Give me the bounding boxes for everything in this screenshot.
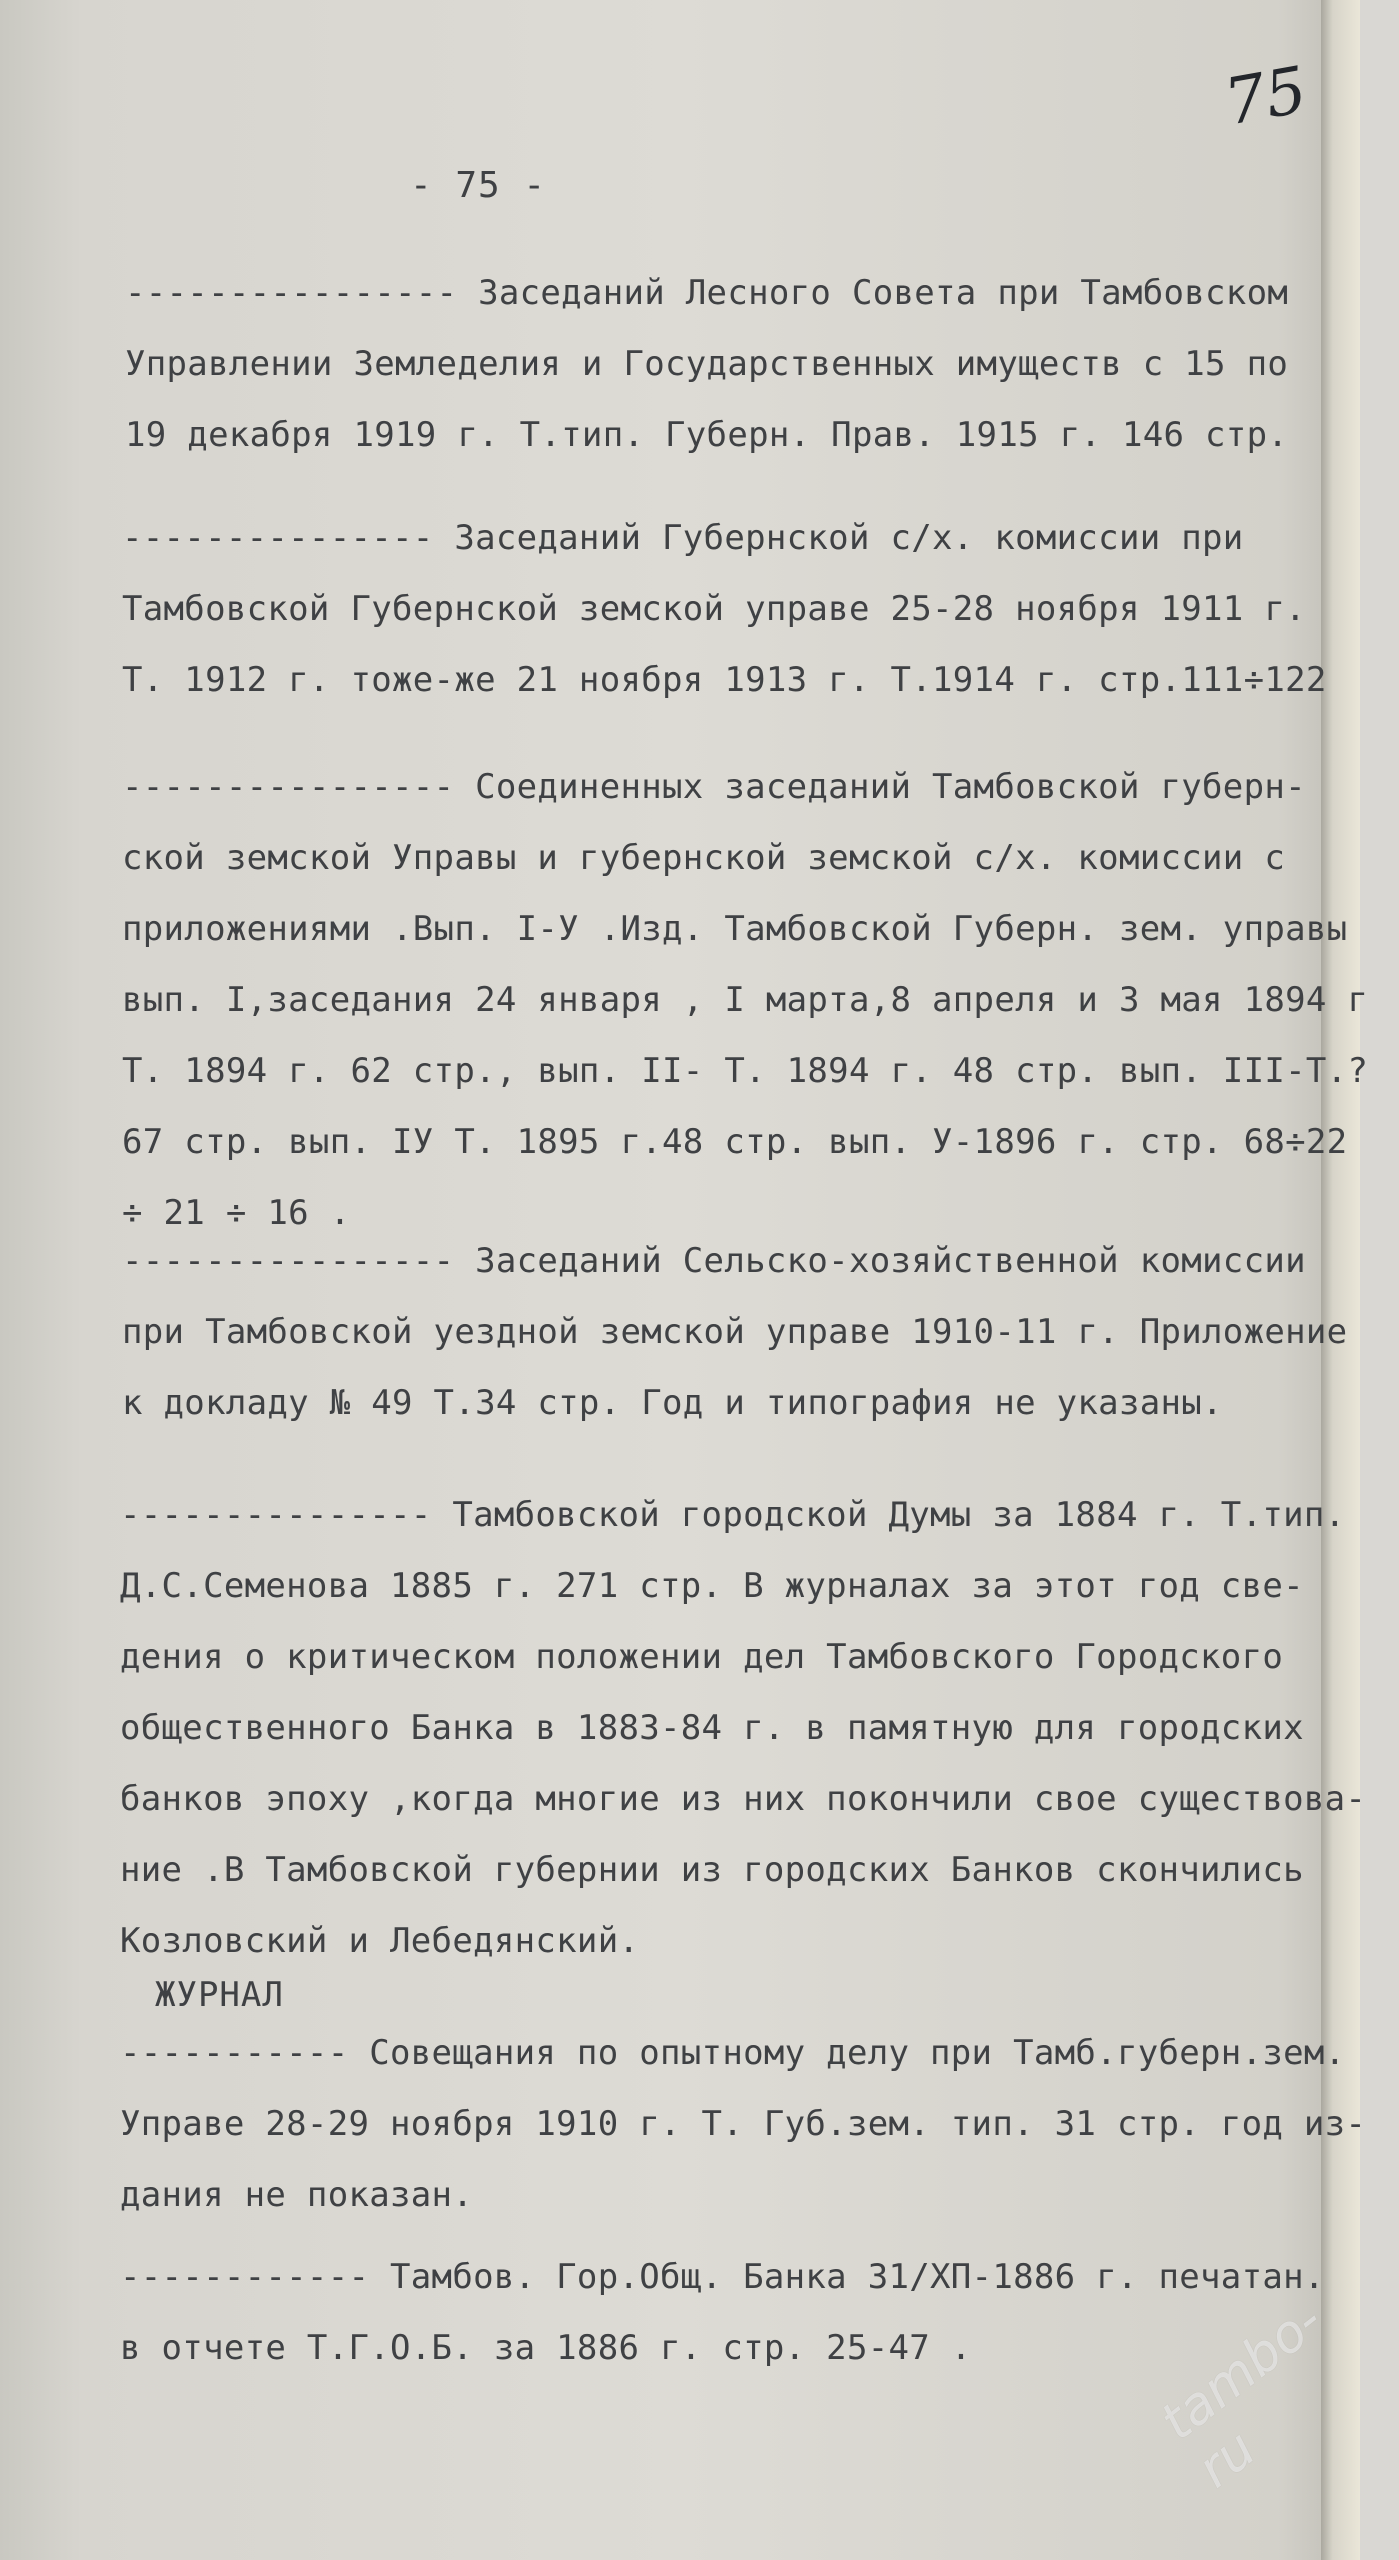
text-line: 67 стр. вып. IУ Т. 1895 г.48 стр. вып. У-1896 г. стр. 68÷22 — [122, 1122, 1348, 1162]
text-line: ------------ Тамбов. Гор.Общ. Банка 31/ХП-1886 г. печатан. — [120, 2257, 1325, 2297]
text-line: ---------------- Заседаний Лесного Совета при Тамбовском — [125, 273, 1289, 313]
entry-district-commission — [122, 1226, 1362, 1439]
entry-experimental-meeting — [120, 2018, 1367, 2231]
text-line: банков эпоху ,когда многие из них покончили свое существова- — [120, 1779, 1367, 1819]
entry-forestry-council — [125, 258, 1365, 471]
text-line: ÷ 21 ÷ 16 . — [122, 1193, 351, 1233]
text-line: приложениями .Вып. I-У .Изд. Тамбовской Губерн. зем. управы — [122, 909, 1348, 949]
text-line: --------------- Заседаний Губернской с/х. комиссии при — [122, 518, 1244, 558]
text-line: 19 декабря 1919 г. Т.тип. Губерн. Прав. 1915 г. 146 стр. — [125, 415, 1289, 455]
text-line: Тамбовской Губернской земской управе 25-28 ноября 1911 г. — [122, 589, 1306, 629]
entry-city-bank — [120, 2242, 1360, 2384]
entry-city-duma — [120, 1480, 1367, 1977]
text-line: Управе 28-29 ноября 1910 г. Т. Губ.зем. тип. 31 стр. год из- — [120, 2104, 1367, 2144]
text-line: в отчете Т.Г.О.Б. за 1886 г. стр. 25-47 . — [120, 2328, 972, 2368]
entry-joint-sessions — [122, 752, 1369, 1249]
text-line: ---------------- Соединенных заседаний Тамбовской губерн- — [122, 767, 1306, 807]
text-line: Д.С.Семенова 1885 г. 271 стр. В журналах за этот год све- — [120, 1566, 1304, 1606]
text-line: Управлении Земледелия и Государственных имуществ с 15 по — [125, 344, 1289, 384]
watermark: tambo-ru — [1150, 2290, 1334, 2500]
text-line: ской земской Управы и губернской земской с/х. комиссии с — [122, 838, 1286, 878]
text-line: общественного Банка в 1883-84 г. в памятную для городских — [120, 1708, 1304, 1748]
text-line: вып. I,заседания 24 января , I марта,8 апреля и 3 мая 1894 г — [122, 980, 1369, 1020]
text-line: ---------------- Заседаний Сельско-хозяйственной комиссии — [122, 1241, 1306, 1281]
section-heading: ЖУРНАЛ — [155, 1975, 284, 2015]
text-line: ----------- Совещания по опытному делу при Тамб.губерн.зем. — [120, 2033, 1346, 2073]
text-line: к докладу № 49 Т.34 стр. Год и типография не указаны. — [122, 1383, 1223, 1423]
entry-agricultural-commission — [122, 503, 1362, 716]
text-line: Т. 1894 г. 62 стр., вып. II- Т. 1894 г. 48 стр. вып. III-Т.? — [122, 1051, 1369, 1091]
text-line: --------------- Тамбовской городской Думы за 1884 г. Т.тип. — [120, 1495, 1346, 1535]
page-number: - 75 - — [410, 165, 547, 206]
text-line: Козловский и Лебедянский. — [120, 1921, 640, 1961]
text-line: Т. 1912 г. тоже-же 21 ноября 1913 г. Т.1914 г. стр.111÷122 — [122, 660, 1327, 700]
text-line: дания не показан. — [120, 2175, 474, 2215]
handwritten-folio-number: 75 — [1219, 53, 1313, 141]
text-line: дения о критическом положении дел Тамбовского Городского — [120, 1637, 1284, 1677]
text-line: при Тамбовской уездной земской управе 1910-11 г. Приложение — [122, 1312, 1348, 1352]
text-line: ние .В Тамбовской губернии из городских Банков скончились — [120, 1850, 1304, 1890]
